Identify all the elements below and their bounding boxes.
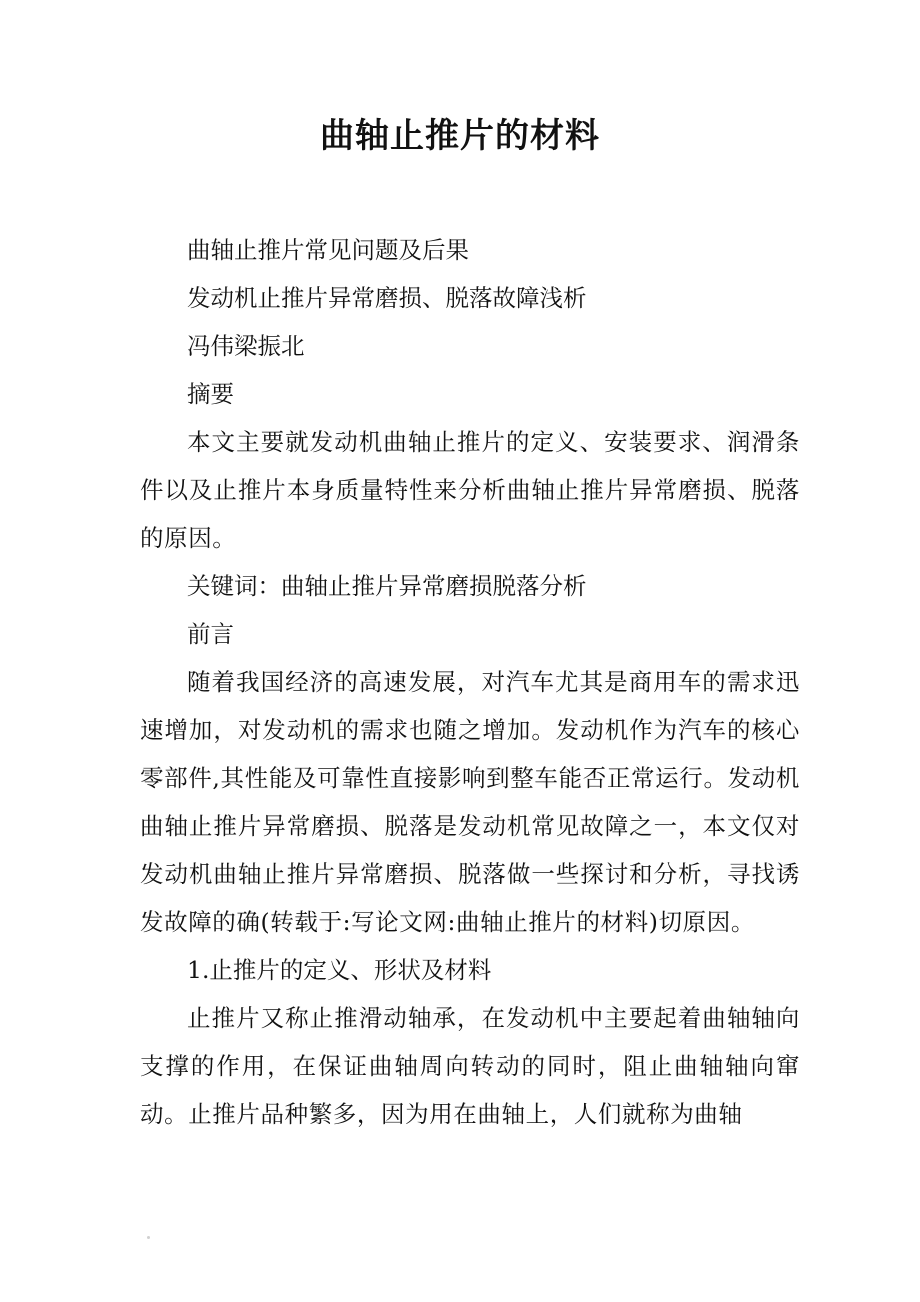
- document-title: 曲轴止推片的材料: [320, 116, 600, 156]
- document-body: [140, 226, 800, 1138]
- section-1-paragraph: 止推片又称止推滑动轴承，在发动机中主要起着曲轴轴向支撑的作用，在保证曲轴周向转动的同时，阻止曲轴轴向窜动。止推片品种繁多，因为用在曲轴上，人们就称为曲轴: [140, 1004, 800, 1128]
- section-1-heading: 1.止推片的定义、形状及材料: [187, 956, 492, 984]
- section-heading-common-problems: 曲轴止推片常见问题及后果: [187, 236, 469, 264]
- abstract-heading: 摘要: [187, 380, 234, 408]
- keywords-line: 关键词：曲轴止推片异常磨损脱落分析: [187, 572, 587, 600]
- article-authors: 冯伟梁振北: [187, 332, 305, 360]
- abstract-paragraph: 本文主要就发动机曲轴止推片的定义、安装要求、润滑条件以及止推片本身质量特性来分析曲轴止推片异常磨损、脱落的原因。: [140, 428, 800, 552]
- preface-paragraph: 随着我国经济的高速发展，对汽车尤其是商用车的需求迅速增加，对发动机的需求也随之增加。发动机作为汽车的核心零部件,其性能及可靠性直接影响到整车能否正常运行。发动机曲轴止推片异常磨损、脱落是发动机常见故障之一，本文仅对发动机曲轴止推片异常磨损、脱落做一些探讨和分析，寻找诱发故障的确(转载于:写论文网:曲轴止推片的材料)切原因。: [140, 668, 800, 936]
- preface-heading: 前言: [187, 620, 234, 648]
- scan-dot: [147, 1236, 150, 1239]
- article-title: 发动机止推片异常磨损、脱落故障浅析: [187, 284, 587, 312]
